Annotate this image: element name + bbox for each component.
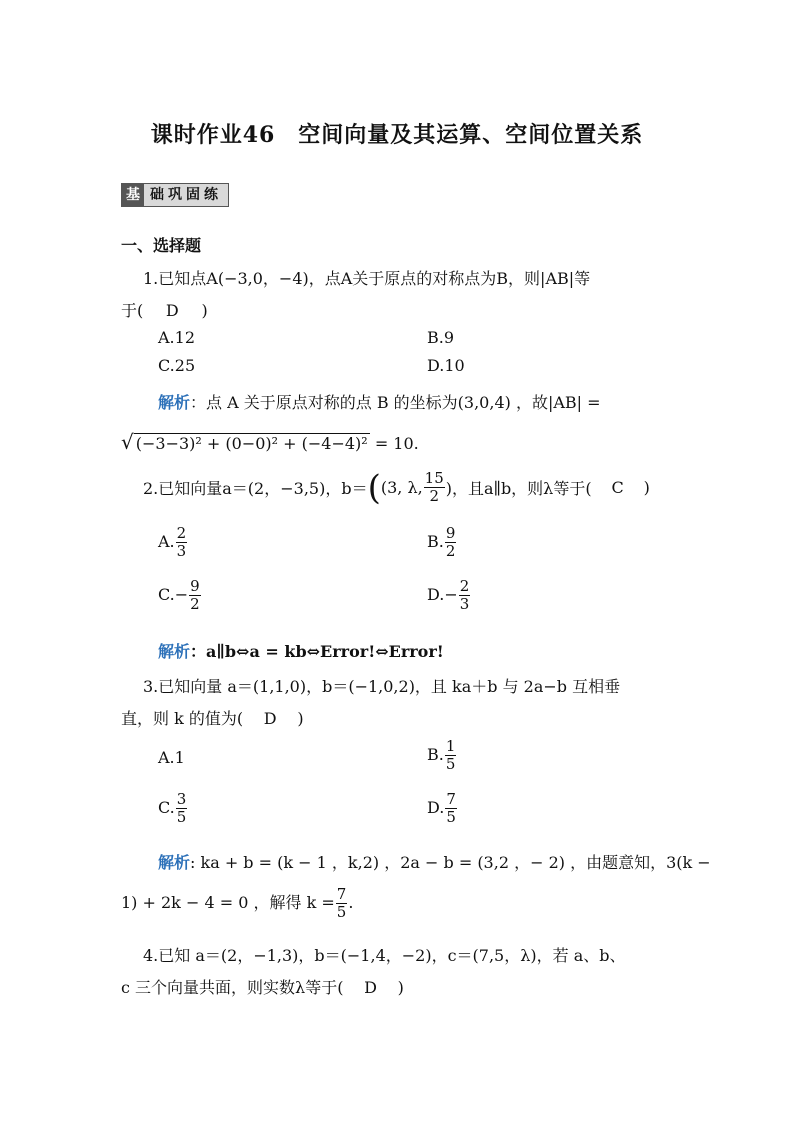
q2-vector-fraction xyxy=(424,470,445,505)
q1-stem-line2 xyxy=(121,298,208,321)
opt-prefix: D.− xyxy=(427,585,458,604)
q1-stem-line1: 1.已知点A(−3,0，−4)，点A关于原点的对称点为B，则|AB|等 xyxy=(143,269,591,288)
frac-den: 5 xyxy=(446,808,456,826)
frac-num: 2 xyxy=(459,577,470,595)
q4-stem-line1: 4.已知 a＝(2，−1,3)，b＝(−1,4，−2)，c＝(7,5，λ)，若 a、b、 xyxy=(143,946,626,965)
opt-fraction xyxy=(445,525,457,560)
q3-analysis-fraction xyxy=(336,886,348,921)
opt-fraction xyxy=(459,578,471,613)
opt-fraction xyxy=(189,578,201,613)
q3-stem-line2 xyxy=(121,706,304,729)
frac-den: 3 xyxy=(176,542,187,560)
frac-den: 2 xyxy=(190,595,200,613)
opt-fraction xyxy=(176,791,188,826)
q3-prefix: 直，则 k 的值为( xyxy=(121,709,244,728)
q4-close: ) xyxy=(397,978,404,997)
analysis-label: 解析 xyxy=(158,393,191,412)
q2-analysis-text: ：a∥b⇔a = kb⇔Error!⇔Error! xyxy=(190,642,444,661)
q1-sqrt-content: (−3−3)² + (0−0)² + (−4−4)² xyxy=(135,434,368,453)
section-heading: 一、选择题 xyxy=(121,236,202,255)
q3-option-b xyxy=(427,738,457,773)
opt-fraction xyxy=(445,738,457,773)
frac-num: 7 xyxy=(336,885,347,903)
q3-analysis-line2 xyxy=(121,886,353,921)
section-badge xyxy=(121,183,229,207)
q1-close: ) xyxy=(201,301,208,320)
opt-prefix: D. xyxy=(427,798,445,817)
q1-analysis-text: ：点 A 关于原点对称的点 B 的坐标为(3,0,4) ，故|AB| = xyxy=(190,393,601,412)
q2-option-c xyxy=(158,578,202,613)
q3-analysis-text: : ka + b = (k − 1 ，k,2) ，2a − b = (3,2 ，− 2) ，由题意知，3(k − xyxy=(190,853,711,872)
q4-stem-line2 xyxy=(121,975,404,998)
opt-fraction xyxy=(176,525,188,560)
q1-prefix: 于( xyxy=(121,301,144,320)
frac-num: 9 xyxy=(190,577,200,595)
opt-prefix: B. xyxy=(427,745,444,764)
q2-answer: C xyxy=(611,478,624,497)
opt-prefix: C.− xyxy=(158,585,189,604)
q3-analysis-line2-text: 1) + 2k − 4 = 0 ，解得 k = xyxy=(121,893,335,912)
q3-option-d xyxy=(427,791,458,826)
page-title: 课时作业46 空间向量及其运算、空间位置关系 xyxy=(150,122,644,148)
q2-close: ) xyxy=(643,478,650,497)
q2-option-d xyxy=(427,578,471,613)
frac-num: 3 xyxy=(176,790,187,808)
opt-fraction xyxy=(445,791,457,826)
q2-analysis xyxy=(158,639,444,662)
q1-option-c: C.25 xyxy=(158,356,196,375)
q1-analysis xyxy=(158,390,601,413)
q1-analysis-formula: √ (−3−3)² + (0−0)² + (−4−4)² = 10. xyxy=(121,430,419,454)
analysis-label: 解析 xyxy=(158,853,191,872)
q3-option-a: A.1 xyxy=(158,748,185,767)
frac-den: 5 xyxy=(336,903,347,921)
frac-num: 9 xyxy=(445,524,456,542)
opt-prefix: C. xyxy=(158,798,175,817)
frac-den: 5 xyxy=(445,755,456,773)
q2-vector-start: (3, λ, xyxy=(380,478,423,497)
q2-option-a xyxy=(158,525,188,560)
analysis-label: 解析 xyxy=(158,642,191,661)
q2-stem: 2.已知向量a＝(2，−3,5)，b＝ ( (3, λ, $\frac{15}{2}$ )，且a∥b，则λ等于( C ) xyxy=(143,467,650,508)
badge-key: 基 xyxy=(122,184,144,206)
q2-stem-a: 2.已知向量a＝(2，−3,5)，b＝ xyxy=(143,479,368,498)
q3-stem-line1: 3.已知向量 a＝(1,1,0)，b＝(−1,0,2)，且 ka＋b 与 2a−b 互相垂 xyxy=(143,677,621,696)
frac-num: 15 xyxy=(424,469,444,487)
frac-num: 7 xyxy=(446,790,456,808)
q4-answer: D xyxy=(364,978,377,997)
q1-option-a: A.12 xyxy=(158,328,195,347)
frac-den: 2 xyxy=(445,542,456,560)
opt-prefix: A. xyxy=(158,532,175,551)
q1-result: = 10. xyxy=(374,434,419,453)
q3-answer: D xyxy=(263,709,277,728)
frac-num: 1 xyxy=(445,737,456,755)
badge-label: 础巩固练 xyxy=(150,187,222,203)
frac-num: 2 xyxy=(176,524,187,542)
q3-analysis xyxy=(158,850,711,873)
q3-close: ) xyxy=(297,709,304,728)
q2-option-b xyxy=(427,525,457,560)
q1-option-b: B.9 xyxy=(427,328,455,347)
q1-option-d: D.10 xyxy=(427,356,465,375)
frac-den: 5 xyxy=(176,808,187,826)
q1-answer: D xyxy=(165,301,179,320)
q2-stem-b: )，且a∥b，则λ等于( xyxy=(445,479,592,498)
frac-den: 2 xyxy=(429,487,439,505)
q3-analysis-end: . xyxy=(348,893,354,912)
frac-den: 3 xyxy=(459,595,470,613)
q4-prefix: c 三个向量共面，则实数λ等于( xyxy=(121,978,344,997)
opt-prefix: B. xyxy=(427,532,444,551)
q3-option-c xyxy=(158,791,188,826)
